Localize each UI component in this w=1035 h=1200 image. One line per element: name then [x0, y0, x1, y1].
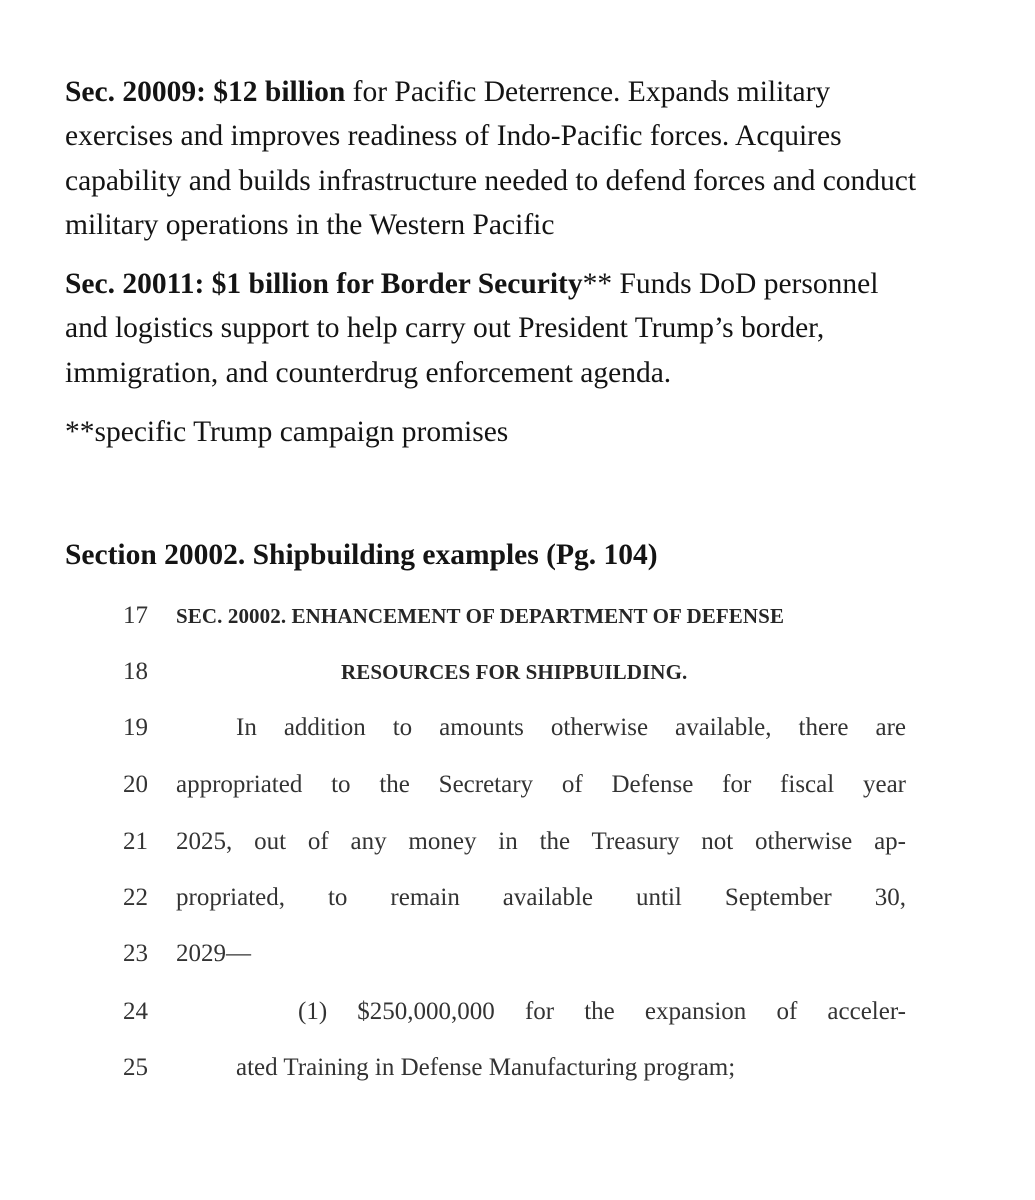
- paragraph-line: military operations in the Western Pacific: [65, 208, 555, 241]
- paragraph-line: capability and builds infrastructure needed to defend forces and conduct: [65, 164, 917, 197]
- line-number: 21: [123, 828, 148, 855]
- line-number: 23: [123, 940, 148, 967]
- line-text: propriated, to remain available until September 30,: [176, 884, 906, 911]
- section-20009-heading: Sec. 20009: $12 billion: [65, 76, 346, 108]
- line-text: 2029—: [176, 940, 251, 967]
- footnote-marker: **: [582, 268, 613, 300]
- bill-line-24: [0, 992, 1035, 1032]
- line-number: 25: [123, 1054, 148, 1081]
- bill-line-18: [0, 652, 1035, 692]
- bill-line-17: [0, 596, 1035, 636]
- footnote: **specific Trump campaign promises: [65, 416, 509, 448]
- bill-line-25: [0, 1048, 1035, 1088]
- bill-line-22: [0, 878, 1035, 918]
- bill-line-19: [0, 708, 1035, 748]
- line-number: 24: [123, 998, 148, 1025]
- section-20011-heading: Sec. 20011: $1 billion for Border Security: [65, 268, 583, 300]
- section-20009-paragraph: [65, 70, 1030, 247]
- line-number: 18: [123, 658, 148, 685]
- line-text: appropriated to the Secretary of Defense for fiscal year: [176, 771, 906, 798]
- paragraph-line: Funds DoD personnel: [612, 268, 879, 300]
- line-text: 2025, out of any money in the Treasury not otherwise ap-: [176, 828, 906, 855]
- paragraph-line: for Pacific Deterrence. Expands military: [345, 76, 831, 108]
- line-number: 20: [123, 771, 148, 798]
- line-number: 22: [123, 884, 148, 911]
- line-number: 19: [123, 714, 148, 741]
- line-text: ated Training in Defense Manufacturing program;: [236, 1054, 736, 1081]
- bill-line-21: [0, 822, 1035, 862]
- paragraph-line: and logistics support to help carry out President Trump’s border,: [65, 312, 825, 345]
- paragraph-line: immigration, and counterdrug enforcement agenda.: [65, 356, 672, 389]
- paragraph-line: exercises and improves readiness of Indo-Pacific forces. Acquires: [65, 120, 842, 153]
- bill-line-20: [0, 765, 1035, 805]
- line-text: SEC. 20002. ENHANCEMENT OF DEPARTMENT OF DEFENSE: [176, 604, 785, 628]
- bill-line-23: [0, 934, 1035, 974]
- line-text: (1) $250,000,000 for the expansion of acceler-: [298, 998, 906, 1025]
- line-text: In addition to amounts otherwise available, there are: [236, 714, 906, 741]
- section-20011-paragraph: [65, 262, 1030, 395]
- line-text: RESOURCES FOR SHIPBUILDING.: [341, 660, 688, 684]
- line-number: 17: [123, 602, 148, 629]
- section-heading: Section 20002. Shipbuilding examples (Pg. 104): [65, 539, 658, 571]
